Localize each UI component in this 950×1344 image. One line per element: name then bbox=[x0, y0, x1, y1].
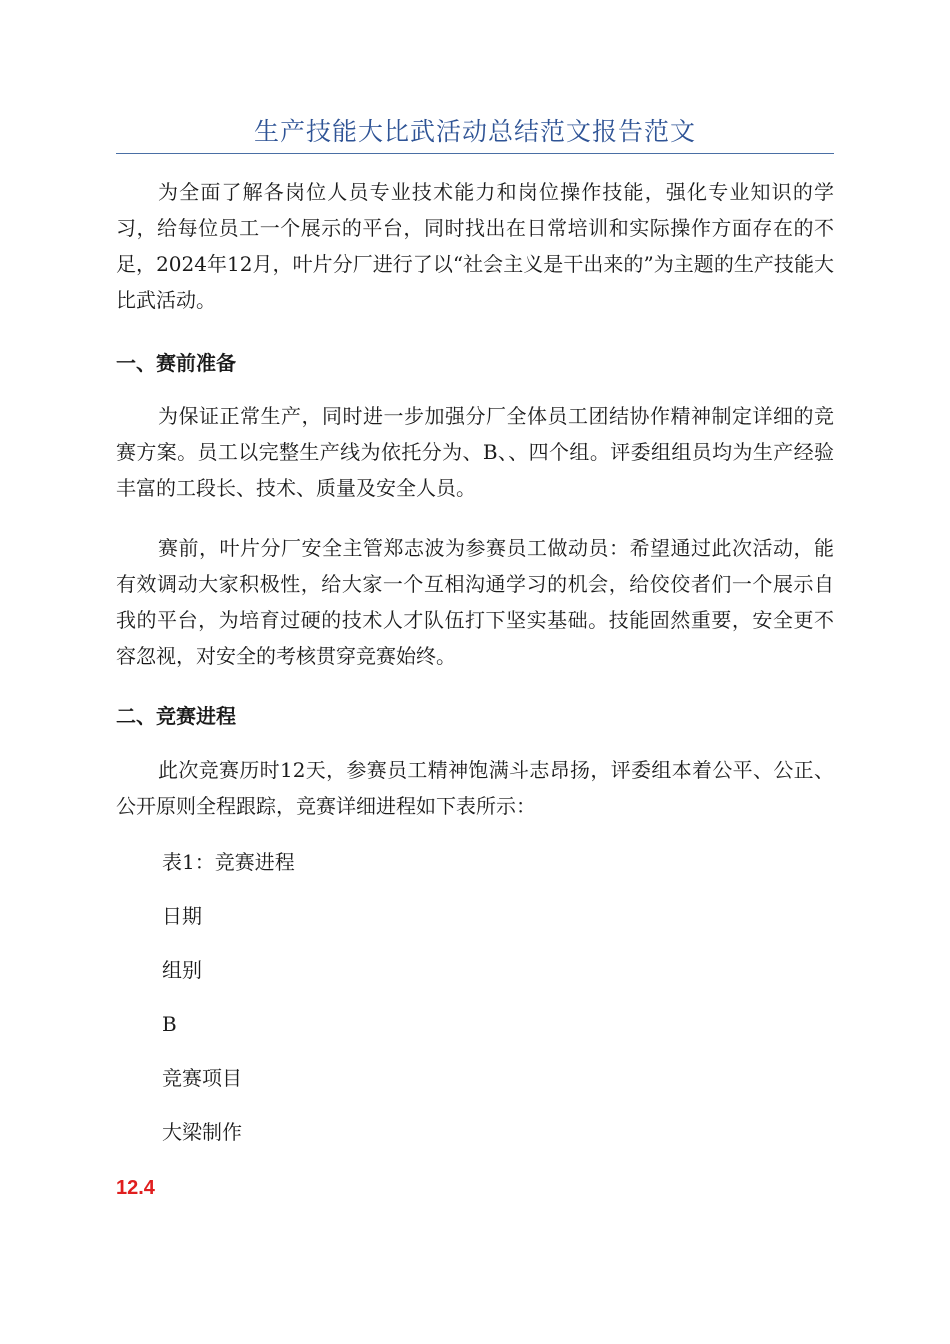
section-heading-progress: 二、竞赛进程 bbox=[116, 704, 236, 728]
title-underline bbox=[116, 153, 834, 154]
table-item-b: B bbox=[162, 1012, 177, 1036]
table-caption: 表1：竞赛进程 bbox=[162, 850, 295, 874]
section-heading-preparation: 一、赛前准备 bbox=[116, 351, 236, 375]
table-item-beam: 大梁制作 bbox=[162, 1120, 242, 1144]
intro-paragraph: 为全面了解各岗位人员专业技术能力和岗位操作技能，强化专业知识的学习，给每位员工一个展示的平台，同时找出在日常培训和实际操作方面存在的不足，2024年12月，叶片分厂进行了以“社会主义是干出来的”为主题的生产技能大比武活动。 bbox=[116, 180, 834, 312]
document-title: 生产技能大比武活动总结范文报告范文 bbox=[253, 117, 696, 146]
progress-paragraph: 此次竞赛历时12天，参赛员工精神饱满斗志昂扬，评委组本着公平、公正、公开原则全程跟踪，竞赛详细进程如下表所示： bbox=[116, 758, 834, 818]
date-mark: 12.4 bbox=[116, 1177, 155, 1199]
preparation-paragraph-2: 赛前，叶片分厂安全主管郑志波为参赛员工做动员：希望通过此次活动，能有效调动大家积极性，给大家一个互相沟通学习的机会，给佼佼者们一个展示自我的平台，为培育过硬的技术人才队伍打下坚实基础。技能固然重要，安全更不容忽视，对安全的考核贯穿竞赛始终。 bbox=[116, 536, 834, 668]
preparation-paragraph-1: 为保证正常生产，同时进一步加强分厂全体员工团结协作精神制定详细的竞赛方案。员工以完整生产线为依托分为、B、、四个组。评委组组员均为生产经验丰富的工段长、技术、质量及安全人员。 bbox=[116, 404, 834, 500]
table-item-group: 组别 bbox=[162, 958, 202, 982]
table-item-project: 竞赛项目 bbox=[162, 1066, 242, 1090]
table-item-date: 日期 bbox=[162, 904, 202, 928]
